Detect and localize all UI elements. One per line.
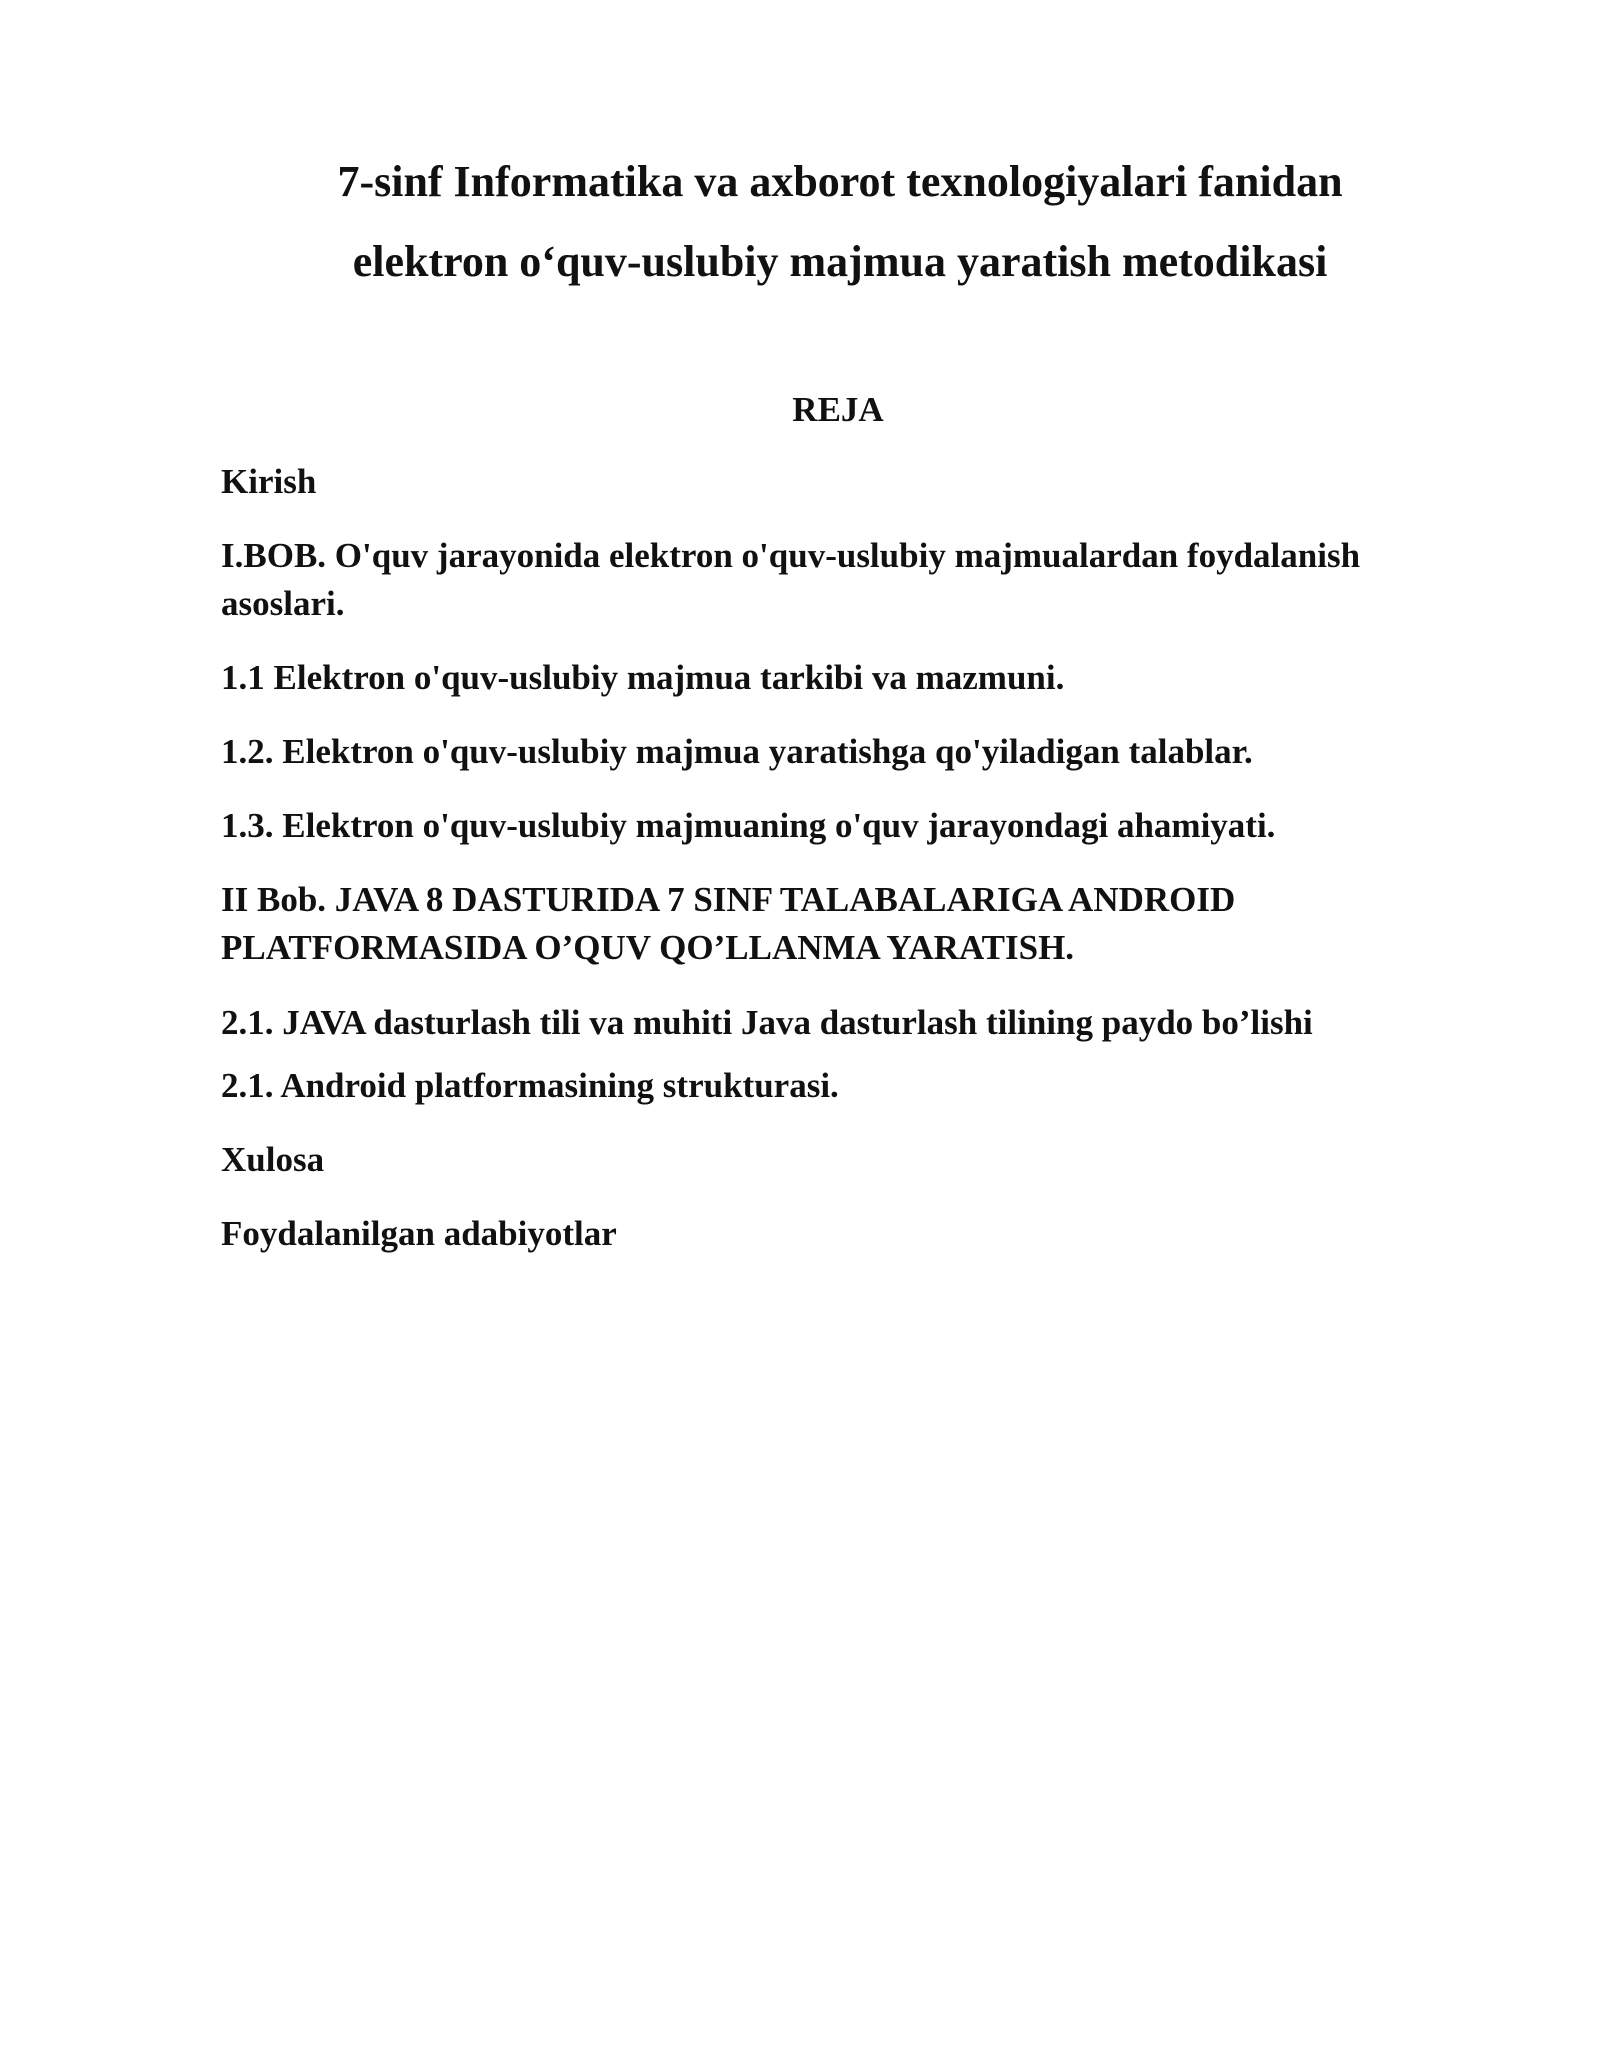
toc-item-conclusion: Xulosa [221,1140,325,1179]
toc-item-section-1-1: 1.1 Elektron o'quv-uslubiy majmua tarkibi va mazmuni. [221,658,1065,697]
plan-heading: REJA [792,390,884,429]
toc-item-references: Foydalanilgan adabiyotlar [221,1214,617,1253]
title-line-2: elektron o‘quv-uslubiy majmua yaratish metodikasi [352,237,1328,286]
toc-item-introduction: Kirish [221,462,317,501]
toc-item-section-1-2: 1.2. Elektron o'quv-uslubiy majmua yaratishga qo'yiladigan talablar. [221,732,1253,771]
toc-item-section-2-1: 2.1. JAVA dasturlash tili va muhiti Java dasturlash tilining paydo bo’lishi [221,1003,1313,1042]
toc-item-section-1-3: 1.3. Elektron o'quv-uslubiy majmuaning o'quv jarayondagi ahamiyati. [221,806,1276,845]
title-line-1: 7-sinf Informatika va axborot texnologiyalari fanidan [337,157,1343,206]
toc-item-chapter-1: I.BOB. O'quv jarayonida elektron o'quv-uslubiy majmualardan foydalanish asoslari. [221,536,1361,623]
toc-item-section-2-1-android: 2.1. Android platformasining strukturasi. [221,1066,839,1105]
document-title [220,142,1460,302]
toc-item-chapter-2: II Bob. JAVA 8 DASTURIDA 7 SINF TALABALARIGA ANDROID PLATFORMASIDA O’QUV QO’LLANMA YARATISH. [221,880,1236,967]
